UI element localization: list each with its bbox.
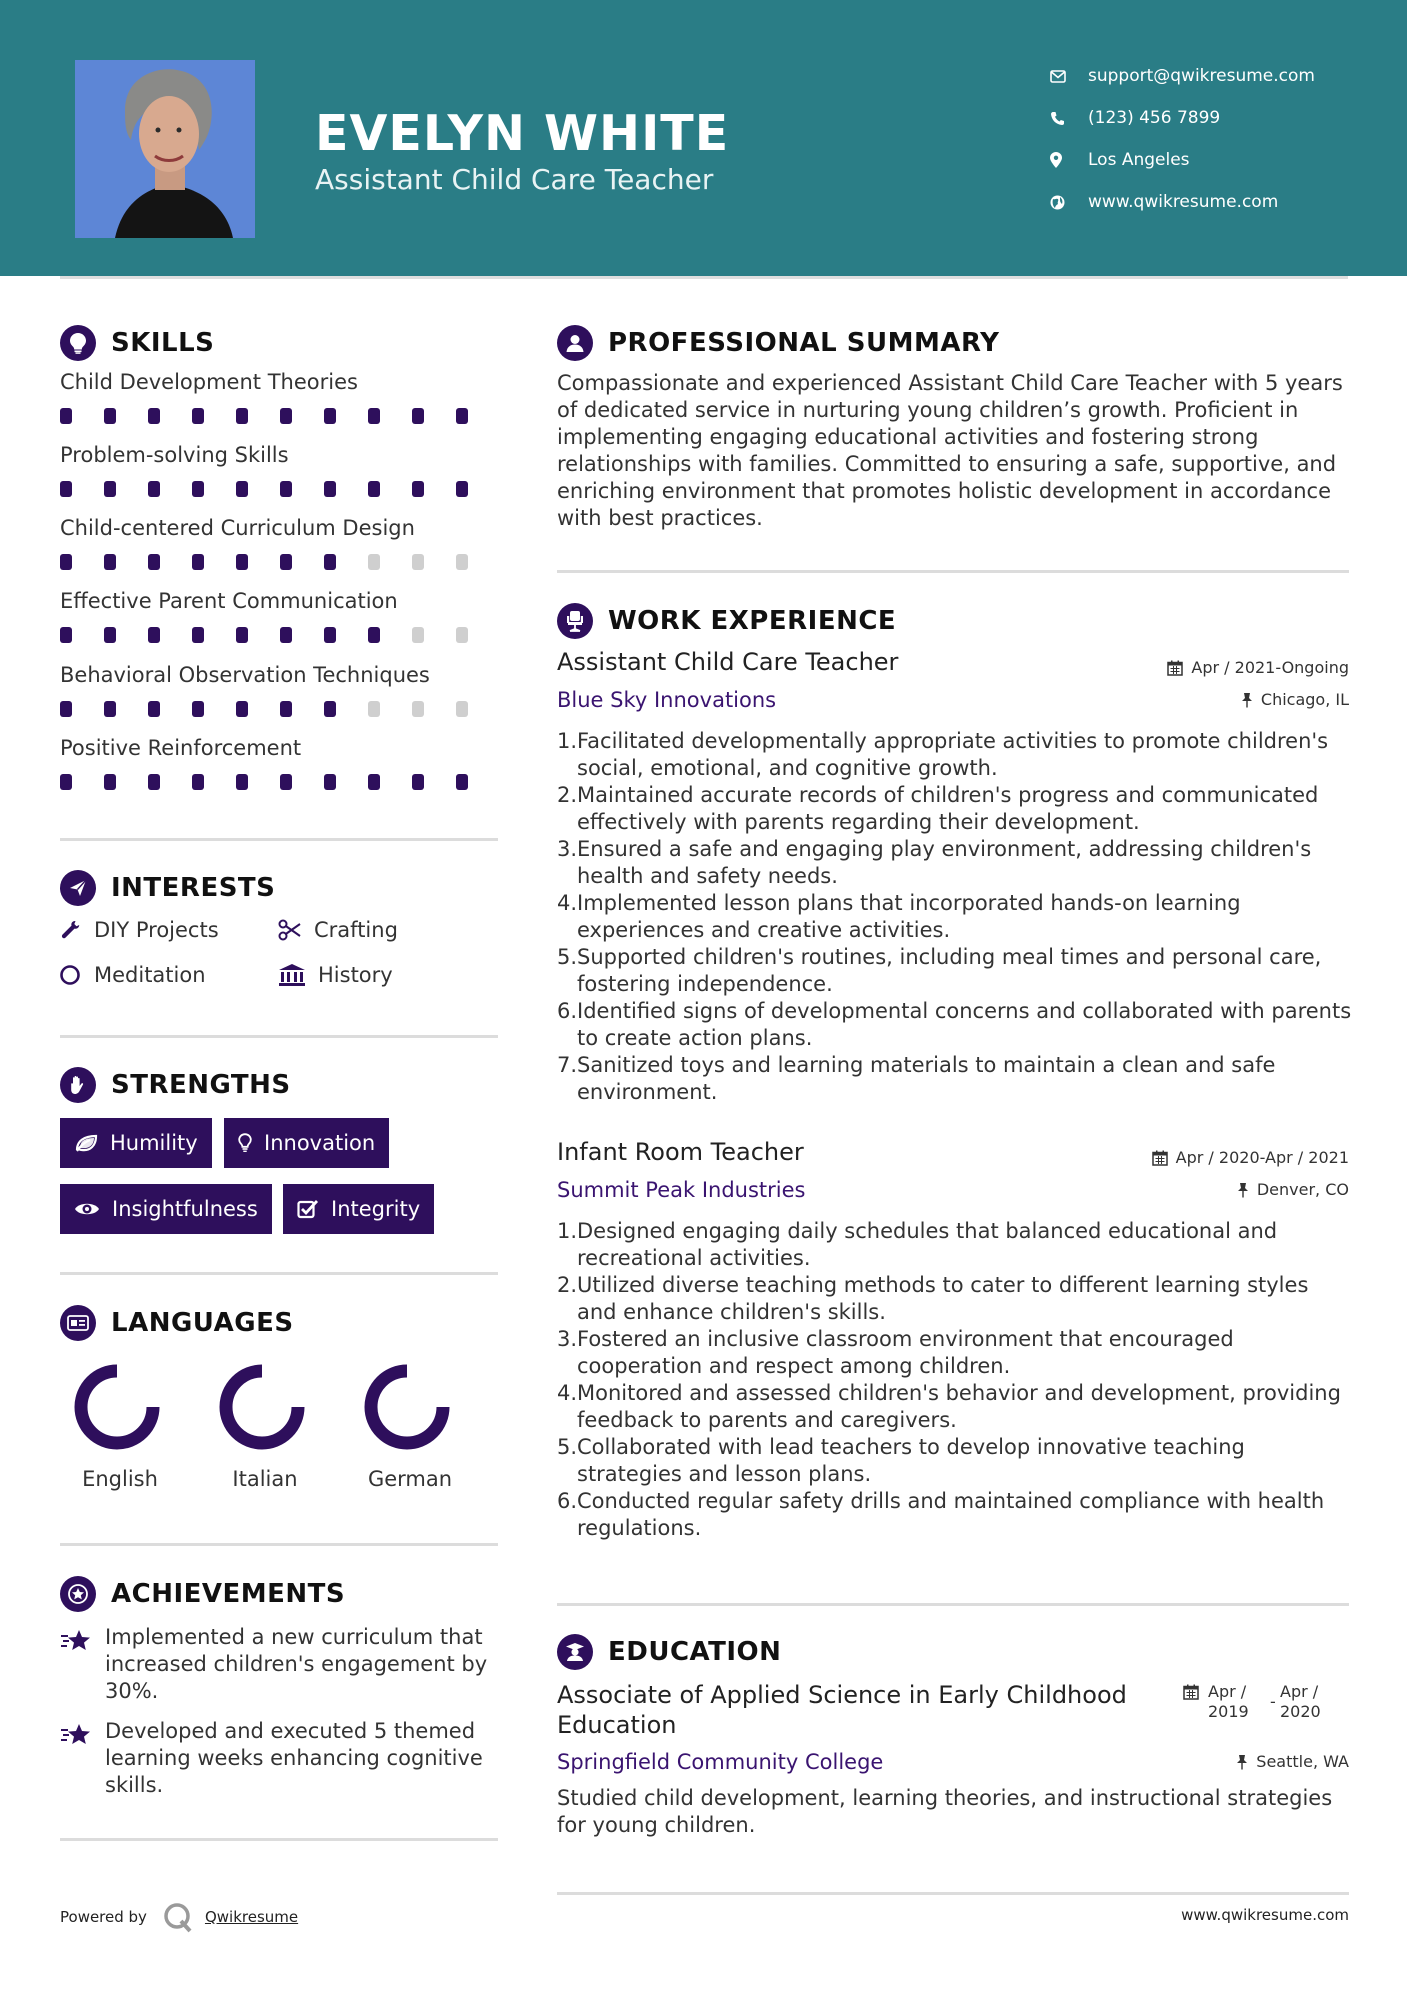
star-icon xyxy=(60,1624,105,1705)
skill-item xyxy=(60,443,500,497)
duty-item: 2. Maintained accurate records of children's progress and communicated effectively with parents regarding their development. xyxy=(557,782,1352,836)
checkbox-icon xyxy=(297,1199,319,1219)
skill-dot xyxy=(412,554,424,570)
skills-title: SKILLS xyxy=(111,328,215,358)
skill-label: Problem-solving Skills xyxy=(60,443,289,467)
section-divider xyxy=(557,1603,1349,1606)
job-duties-list xyxy=(557,728,1352,1106)
skill-dot xyxy=(456,701,468,717)
job-dates-text: Apr / 2020-Apr / 2021 xyxy=(1175,1148,1349,1167)
eye-icon xyxy=(74,1200,100,1218)
education-location-text: Seattle, WA xyxy=(1256,1752,1349,1771)
skill-dot xyxy=(148,481,160,497)
duty-item: 1. Designed engaging daily schedules that balanced educational and recreational activities. xyxy=(557,1218,1352,1272)
interest-item xyxy=(278,963,393,987)
language-progress-ring xyxy=(205,1355,325,1455)
duty-text: Designed engaging daily schedules that balanced educational and recreational activities. xyxy=(577,1219,1278,1270)
skill-dot xyxy=(60,481,72,497)
language-ring-arc xyxy=(371,1371,443,1443)
interest-label: Crafting xyxy=(314,918,398,942)
duty-item: 5. Supported children's routines, including meal times and personal care, fostering independence. xyxy=(557,944,1352,998)
degree-line: Associate of Applied Science in Early Childhood xyxy=(557,1681,1127,1709)
skill-item xyxy=(60,736,500,790)
skill-dot xyxy=(148,701,160,717)
duty-item: 7. Sanitized toys and learning materials to maintain a clean and safe environment. xyxy=(557,1052,1352,1106)
contact-phone[interactable] xyxy=(1050,97,1315,139)
date-line: 2019 xyxy=(1208,1702,1249,1721)
calendar-icon xyxy=(1152,1150,1168,1166)
duty-text: Fostered an inclusive classroom environment that encouraged cooperation and respect among children. xyxy=(577,1327,1234,1378)
language-item xyxy=(60,1355,180,1491)
skill-dot xyxy=(192,408,204,424)
location-pin-icon xyxy=(1050,152,1088,168)
star-badge-icon xyxy=(60,1576,96,1612)
job-title: Assistant Child Care Teacher xyxy=(557,648,899,676)
duty-text: Monitored and assessed children's behavior and development, providing feedback to parents and caregivers. xyxy=(577,1381,1341,1432)
date-line: 2020 xyxy=(1280,1702,1321,1721)
job-title: Infant Room Teacher xyxy=(557,1138,804,1166)
language-label: Italian xyxy=(232,1467,298,1491)
skill-rating xyxy=(60,408,500,424)
section-divider xyxy=(557,570,1349,573)
section-divider xyxy=(60,838,498,841)
language-progress-ring xyxy=(60,1355,180,1455)
achievement-item xyxy=(60,1624,500,1705)
leaf-icon xyxy=(74,1133,98,1153)
star-icon xyxy=(60,1718,105,1799)
date-line: Apr / xyxy=(1280,1682,1319,1701)
calendar-icon xyxy=(1167,660,1183,676)
skill-dot xyxy=(324,701,336,717)
skill-dot xyxy=(104,627,116,643)
skill-dot xyxy=(412,701,424,717)
skill-dot xyxy=(456,554,468,570)
footer-url[interactable]: www.qwikresume.com xyxy=(1181,1906,1349,1924)
duty-item: 1. Facilitated developmentally appropriate activities to promote children's social, emotional, and cognitive growth. xyxy=(557,728,1352,782)
skill-dot xyxy=(236,554,248,570)
skills-heading xyxy=(60,325,214,361)
skill-dot xyxy=(280,774,292,790)
section-divider xyxy=(557,1892,1349,1895)
language-progress-ring xyxy=(350,1355,470,1455)
skill-dot xyxy=(104,554,116,570)
skill-dot xyxy=(324,627,336,643)
skill-dot xyxy=(324,408,336,424)
skill-dot xyxy=(412,627,424,643)
contact-email[interactable] xyxy=(1050,55,1315,97)
skill-dot xyxy=(324,481,336,497)
skill-dot xyxy=(280,701,292,717)
skill-dot xyxy=(192,701,204,717)
skill-dot xyxy=(412,774,424,790)
interest-label: DIY Projects xyxy=(94,918,219,942)
skill-rating xyxy=(60,774,500,790)
skill-label: Child-centered Curriculum Design xyxy=(60,516,415,540)
achievement-text: Implemented a new curriculum that increased children's engagement by 30%. xyxy=(105,1625,488,1703)
summary-title: PROFESSIONAL SUMMARY xyxy=(608,328,1000,358)
company-name: Summit Peak Industries xyxy=(557,1178,806,1202)
language-ring-arc xyxy=(81,1371,153,1443)
contact-website-text: www.qwikresume.com xyxy=(1088,192,1279,212)
footer-branding xyxy=(60,1900,298,1934)
duty-item: 4. Implemented lesson plans that incorporated hands-on learning experiences and creative activities. xyxy=(557,890,1352,944)
skill-dot xyxy=(104,408,116,424)
summary-text: Compassionate and experienced Assistant Child Care Teacher with 5 years of dedicated service in nurturing young children’s growth. Proficient in implementing engaging educational activities and fostering strong relationships with families. Committed to ensuring a safe, supportive, and enriching environment that promotes holistic development in accordance with best practices. xyxy=(557,371,1343,530)
education-title: EDUCATION xyxy=(608,1637,782,1667)
candidate-name: EVELYN WHITE xyxy=(315,105,730,162)
skill-label: Positive Reinforcement xyxy=(60,736,302,760)
skill-dot xyxy=(412,408,424,424)
job-location-text: Denver, CO xyxy=(1256,1180,1349,1199)
lightbulb-icon xyxy=(60,325,96,361)
interest-item xyxy=(278,918,398,942)
skill-dot xyxy=(104,774,116,790)
candidate-title: Assistant Child Care Teacher xyxy=(315,163,714,196)
skill-dot xyxy=(236,774,248,790)
summary-heading xyxy=(557,325,999,361)
section-divider xyxy=(60,1035,498,1038)
brand-link[interactable]: Qwikresume xyxy=(204,1908,299,1926)
language-label: German xyxy=(367,1467,453,1491)
language-item xyxy=(350,1355,470,1491)
duty-item: 3. Fostered an inclusive classroom environment that encouraged cooperation and respect among children. xyxy=(557,1326,1352,1380)
skill-dot xyxy=(368,554,380,570)
skill-dot xyxy=(104,481,116,497)
duty-text: Identified signs of developmental concerns and collaborated with parents to create action plans. xyxy=(577,999,1352,1050)
skill-item xyxy=(60,516,500,570)
achievements-title: ACHIEVEMENTS xyxy=(111,1579,346,1609)
achievements-heading xyxy=(60,1576,345,1612)
skill-dot xyxy=(60,554,72,570)
section-divider xyxy=(60,1838,498,1841)
skill-dot xyxy=(456,481,468,497)
calendar-icon xyxy=(1183,1684,1199,1705)
resume-header xyxy=(0,0,1407,276)
skill-dot xyxy=(236,481,248,497)
duty-text: Maintained accurate records of children's progress and communicated effectively with parents regarding their development. xyxy=(577,783,1319,834)
skill-dot xyxy=(368,701,380,717)
experience-heading xyxy=(557,603,896,639)
pushpin-icon xyxy=(1236,1754,1248,1770)
interests-heading xyxy=(60,870,275,906)
education-start-date xyxy=(1208,1682,1249,1722)
skill-dot xyxy=(60,701,72,717)
skill-dot xyxy=(148,408,160,424)
language-ring-arc xyxy=(226,1371,298,1443)
profile-photo xyxy=(75,60,255,238)
strength-badge xyxy=(224,1118,389,1168)
experience-title: WORK EXPERIENCE xyxy=(608,606,897,636)
skill-dot xyxy=(192,774,204,790)
job-location xyxy=(1241,690,1349,709)
pushpin-icon xyxy=(1241,692,1253,708)
duty-item: 5. Collaborated with lead teachers to develop innovative teaching strategies and lesson plans. xyxy=(557,1434,1352,1488)
duty-item: 4. Monitored and assessed children's behavior and development, providing feedback to parents and caregivers. xyxy=(557,1380,1352,1434)
duty-text: Supported children's routines, including meal times and personal care, fostering independence. xyxy=(577,945,1322,996)
interest-item xyxy=(60,963,206,987)
skill-dot xyxy=(192,627,204,643)
pushpin-icon xyxy=(1237,1182,1249,1198)
graduate-icon xyxy=(557,1634,593,1670)
language-label: English xyxy=(82,1467,158,1491)
strengths-heading xyxy=(60,1067,291,1103)
strengths-title: STRENGTHS xyxy=(111,1070,291,1100)
degree-title xyxy=(557,1680,1157,1740)
strength-badge xyxy=(60,1184,272,1234)
job-location-text: Chicago, IL xyxy=(1260,690,1349,709)
skill-label: Behavioral Observation Techniques xyxy=(60,663,430,687)
interest-item xyxy=(60,918,219,942)
duty-text: Utilized diverse teaching methods to cater to different learning styles and enhance children's skills. xyxy=(577,1273,1309,1324)
skill-dot xyxy=(192,554,204,570)
duty-text: Collaborated with lead teachers to develop innovative teaching strategies and lesson plans. xyxy=(577,1435,1245,1486)
qwikresume-logo-icon xyxy=(161,1900,195,1934)
languages-title: LANGUAGES xyxy=(111,1308,294,1338)
duty-text: Sanitized toys and learning materials to maintain a clean and safe environment. xyxy=(577,1053,1276,1104)
duty-text: Ensured a safe and engaging play environment, addressing children's health and safety needs. xyxy=(577,837,1312,888)
strength-label: Humility xyxy=(110,1131,198,1155)
education-end-date xyxy=(1280,1682,1321,1722)
contact-location xyxy=(1050,139,1315,181)
skill-dot xyxy=(148,774,160,790)
strength-label: Integrity xyxy=(331,1197,421,1221)
skill-dot xyxy=(324,554,336,570)
skill-dot xyxy=(236,701,248,717)
skill-rating xyxy=(60,701,500,717)
skill-dot xyxy=(280,554,292,570)
section-divider xyxy=(60,1543,498,1546)
job-dates xyxy=(1152,1148,1349,1167)
achievement-item xyxy=(60,1718,500,1799)
education-location xyxy=(1236,1752,1349,1771)
job-location xyxy=(1237,1180,1349,1199)
degree-line: Education xyxy=(557,1711,677,1739)
skill-item xyxy=(60,663,500,717)
duty-item: 2. Utilized diverse teaching methods to cater to different learning styles and enhance children's skills. xyxy=(557,1272,1352,1326)
interest-label: History xyxy=(318,963,393,987)
scissors-icon xyxy=(278,919,302,941)
contact-list xyxy=(1050,55,1315,223)
skill-dot xyxy=(456,627,468,643)
duty-text: Implemented lesson plans that incorporated hands-on learning experiences and creative activities. xyxy=(577,891,1241,942)
job-dates xyxy=(1167,658,1349,677)
skill-dot xyxy=(236,408,248,424)
skill-dot xyxy=(280,408,292,424)
paper-plane-icon xyxy=(60,870,96,906)
date-separator: - xyxy=(1270,1692,1276,1711)
skill-dot xyxy=(104,701,116,717)
strength-badge xyxy=(283,1184,434,1234)
skill-dot xyxy=(324,774,336,790)
skill-dot xyxy=(60,774,72,790)
hand-icon xyxy=(60,1067,96,1103)
skill-rating xyxy=(60,627,500,643)
skill-dot xyxy=(368,627,380,643)
user-icon xyxy=(557,325,593,361)
date-line: Apr / xyxy=(1208,1682,1247,1701)
education-description: Studied child development, learning theories, and instructional strategies for young children. xyxy=(557,1786,1333,1837)
lightbulb-icon xyxy=(238,1133,252,1153)
skill-dot xyxy=(60,627,72,643)
circle-icon xyxy=(60,964,82,986)
strength-label: Innovation xyxy=(264,1131,376,1155)
skill-dot xyxy=(456,408,468,424)
interests-title: INTERESTS xyxy=(111,873,276,903)
skill-dot xyxy=(368,774,380,790)
company-name: Blue Sky Innovations xyxy=(557,688,777,712)
section-divider xyxy=(60,1272,498,1275)
skill-dot xyxy=(148,554,160,570)
museum-icon xyxy=(278,963,306,987)
contact-website[interactable] xyxy=(1050,181,1315,223)
skill-item xyxy=(60,589,500,643)
strength-label: Insightfulness xyxy=(112,1197,258,1221)
skill-dot xyxy=(60,408,72,424)
job-dates-text: Apr / 2021-Ongoing xyxy=(1191,658,1349,677)
language-item xyxy=(205,1355,325,1491)
skill-dot xyxy=(148,627,160,643)
education-heading xyxy=(557,1634,781,1670)
skill-dot xyxy=(368,481,380,497)
interest-label: Meditation xyxy=(94,963,206,987)
skill-dot xyxy=(412,481,424,497)
contact-phone-text: (123) 456 7899 xyxy=(1088,108,1221,128)
contact-location-text: Los Angeles xyxy=(1088,150,1190,170)
envelope-icon xyxy=(1050,70,1088,83)
skill-label: Effective Parent Communication xyxy=(60,589,398,613)
job-duties-list xyxy=(557,1218,1352,1542)
skill-label: Child Development Theories xyxy=(60,370,358,394)
achievement-text: Developed and executed 5 themed learning weeks enhancing cognitive skills. xyxy=(105,1719,483,1797)
duty-text: Facilitated developmentally appropriate activities to promote children's social, emotional, and cognitive growth. xyxy=(577,729,1329,780)
phone-icon xyxy=(1050,111,1088,126)
skill-dot xyxy=(280,627,292,643)
skill-rating xyxy=(60,554,500,570)
header-divider xyxy=(60,276,1348,279)
wrench-icon xyxy=(60,919,82,941)
id-card-icon xyxy=(60,1305,96,1341)
powered-by-label: Powered by xyxy=(60,1908,147,1926)
duty-item: 6. Conducted regular safety drills and maintained compliance with health regulations. xyxy=(557,1488,1352,1542)
skill-dot xyxy=(280,481,292,497)
contact-email-text: support@qwikresume.com xyxy=(1088,66,1315,86)
duty-item: 3. Ensured a safe and engaging play environment, addressing children's health and safety needs. xyxy=(557,836,1352,890)
duty-item: 6. Identified signs of developmental concerns and collaborated with parents to create action plans. xyxy=(557,999,1352,1050)
skill-item xyxy=(60,370,500,424)
skill-rating xyxy=(60,481,500,497)
skill-dot xyxy=(236,627,248,643)
school-name: Springfield Community College xyxy=(557,1750,884,1774)
strength-badge xyxy=(60,1118,212,1168)
globe-icon xyxy=(1050,195,1088,210)
skill-dot xyxy=(368,408,380,424)
languages-heading xyxy=(60,1305,294,1341)
chair-icon xyxy=(557,603,593,639)
skill-dot xyxy=(456,774,468,790)
skill-dot xyxy=(192,481,204,497)
duty-text: Conducted regular safety drills and maintained compliance with health regulations. xyxy=(577,1489,1325,1540)
